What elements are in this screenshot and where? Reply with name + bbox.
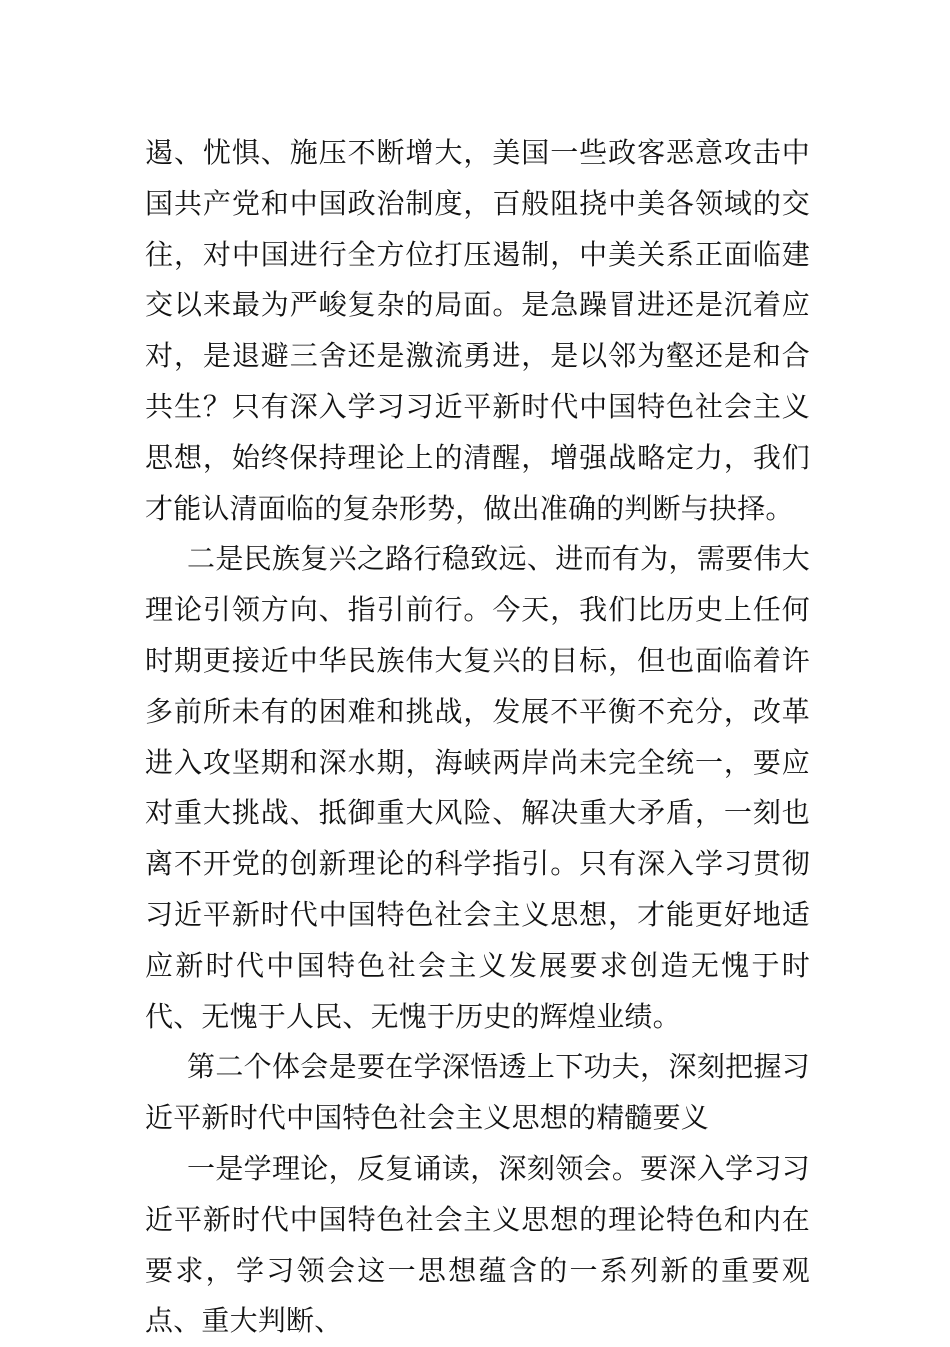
paragraph: 二是民族复兴之路行稳致远、进而有为，需要伟大理论引领方向、指引前行。今天，我们比历史上任何时期更接近中华民族伟大复兴的目标，但也面临着许多前所未有的困难和挑战，发展不平衡不充分，改革进入攻坚期和深水期，海峡两岸尚未完全统一，要应对重大挑战、抵御重大风险、解决重大矛盾，一刻也离不开党的创新理论的科学指引。只有深入学习贯彻习近平新时代中国特色社会主义思想，才能更好地适应新时代中国特色社会主义发展要求创造无愧于时代、无愧于人民、无愧于历史的辉煌业绩。 (145, 542, 810, 1033)
paragraph: 一是学理论，反复诵读，深刻领会。要深入学习习近平新时代中国特色社会主义思想的理论特色和内在要求，学习领会这一思想蕴含的一系列新的重要观点、重大判断、 (145, 1151, 810, 1338)
section-heading-paragraph: 第二个体会是要在学深悟透上下功夫，深刻把握习近平新时代中国特色社会主义思想的精髓要义 (145, 1050, 810, 1135)
document-body (145, 128, 810, 1347)
paragraph-continued: 遏、忧惧、施压不断增大，美国一些政客恶意攻击中国共产党和中国政治制度，百般阻挠中美各领域的交往，对中国进行全方位打压遏制，中美关系正面临建交以来最为严峻复杂的局面。是急躁冒进还是沉着应对，是退避三舍还是激流勇进，是以邻为壑还是和合共生？只有深入学习习近平新时代中国特色社会主义思想，始终保持理论上的清醒，增强战略定力，我们才能认清面临的复杂形势，做出准确的判断与抉择。 (145, 136, 810, 525)
